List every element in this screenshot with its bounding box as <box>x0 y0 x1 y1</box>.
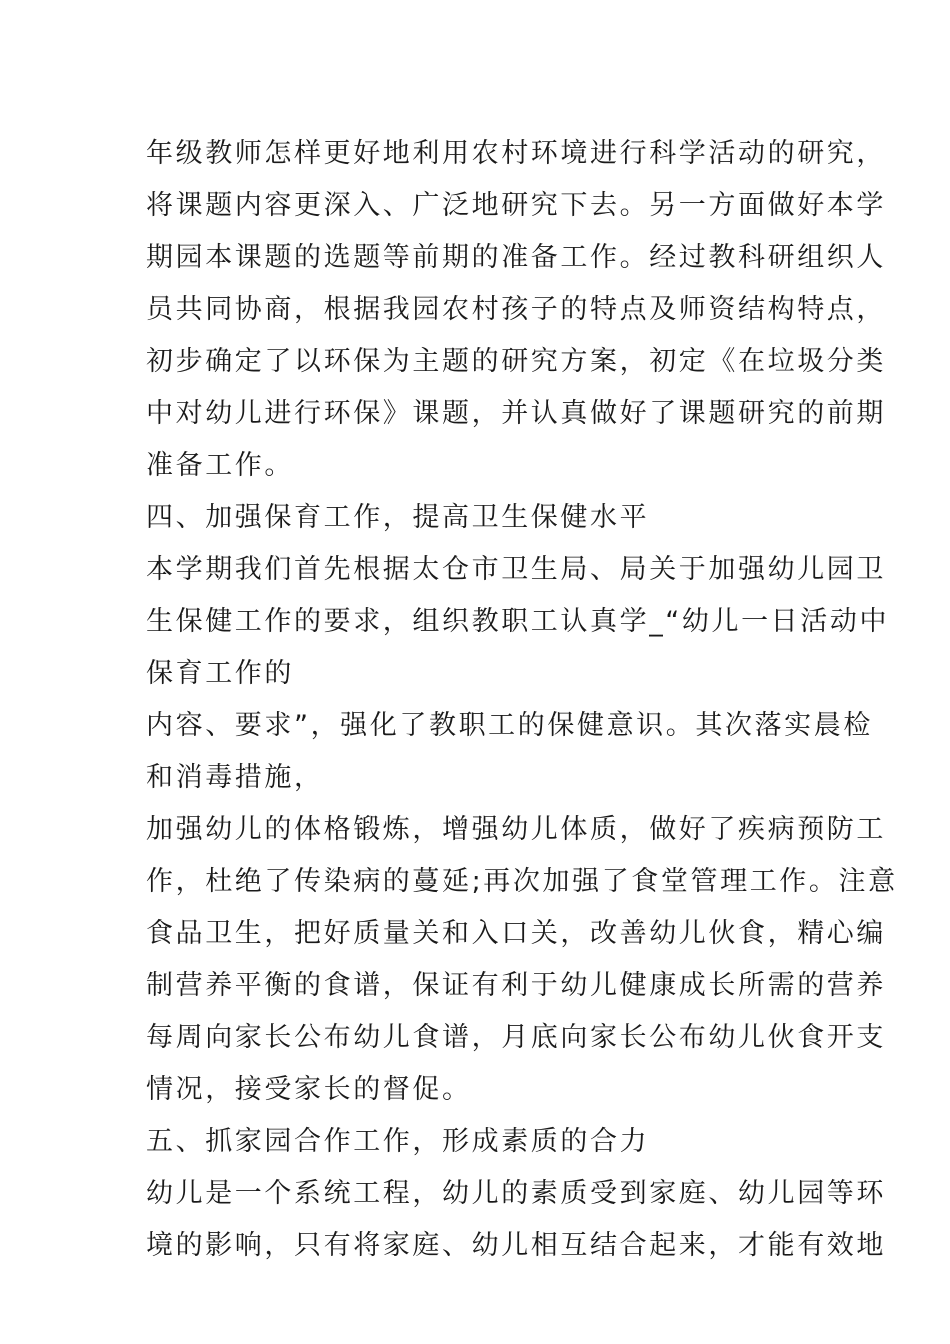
section-heading: 四、加强保育工作，提高卫生保健水平 <box>146 502 650 533</box>
text-line: 加强幼儿的体格锻炼，增强幼儿体质，做好了疾病预防工 <box>146 814 886 845</box>
text-line: 初步确定了以环保为主题的研究方案，初定《在垃圾分类 <box>146 346 886 377</box>
text-line: 每周向家长公布幼儿食谱，月底向家长公布幼儿伙食开支 <box>146 1022 886 1053</box>
text-line: 中对幼儿进行环保》课题，并认真做好了课题研究的前期 <box>146 398 886 429</box>
text-line: 保育工作的 <box>146 658 294 689</box>
text-line: 年级教师怎样更好地利用农村环境进行科学活动的研究， <box>146 138 886 169</box>
text-line: 境的影响，只有将家庭、幼儿相互结合起来，才能有效地 <box>146 1230 886 1261</box>
text-line: 内容、要求”，强化了教职工的保健意识。其次落实晨检 <box>146 710 873 741</box>
text-line: 和消毒措施， <box>146 762 324 793</box>
text-line: 期园本课题的选题等前期的准备工作。经过教科研组织人 <box>146 242 886 273</box>
section-heading: 五、抓家园合作工作，形成素质的合力 <box>146 1126 650 1157</box>
text-line: 将课题内容更深入、广泛地研究下去。另一方面做好本学 <box>146 190 886 221</box>
text-line: 作，杜绝了传染病的蔓延;再次加强了食堂管理工作。注意 <box>146 866 898 897</box>
text-line: 生保健工作的要求，组织教职工认真学_“幼儿一日活动中 <box>146 606 890 637</box>
text-line: 员共同协商，根据我园农村孩子的特点及师资结构特点， <box>146 294 886 325</box>
text-line: 制营养平衡的食谱，保证有利于幼儿健康成长所需的营养 <box>146 970 886 1001</box>
text-line: 幼儿是一个系统工程，幼儿的素质受到家庭、幼儿园等环 <box>146 1178 886 1209</box>
text-line: 食品卫生，把好质量关和入口关，改善幼儿伙食，精心编 <box>146 918 886 949</box>
body-text <box>146 128 898 1272</box>
text-line: 情况，接受家长的督促。 <box>146 1074 472 1105</box>
text-line: 本学期我们首先根据太仓市卫生局、局关于加强幼儿园卫 <box>146 554 886 585</box>
text-line: 准备工作。 <box>146 450 294 481</box>
